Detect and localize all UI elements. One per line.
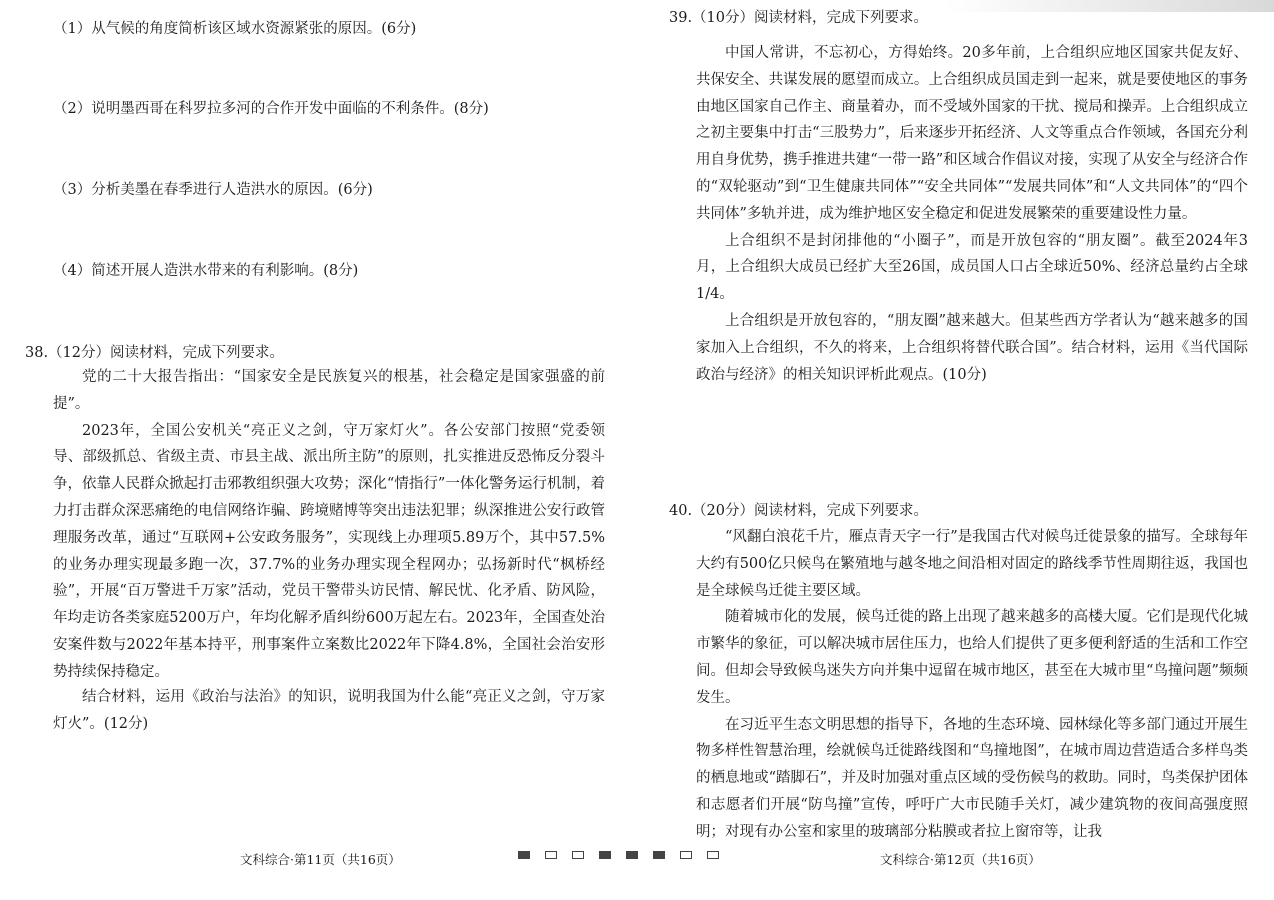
material-paragraph: 随着城市化的发展，候鸟迁徙的路上出现了越来越多的高楼大厦。它们是现代化城市繁华的象征，可以解决城市居住压力，也给人们提供了更多便利舒适的生活和工作空间。但却会导致候鸟迷失方向并集中逗留在城市地区，甚至在大城市里“鸟撞问题”频频发生。 [696,609,1248,706]
page-nav-dot[interactable] [599,851,611,859]
page-nav-dot[interactable] [626,851,638,859]
sub-question-4: （4）简述开展人造洪水带来的有利影响。(8分) [53,263,359,279]
page-navigation [518,851,719,859]
page-nav-dot[interactable] [707,851,719,859]
page-nav-dot[interactable] [572,851,584,859]
page-footer: 文科综合·第11页（共16页） [240,852,401,867]
material-paragraph: 上合组织是开放包容的，“朋友圈”越来越大。但某些西方学者认为“越来越多的国家加入上合组织，不久的将来，上合组织将替代联合国”。结合材料，运用《当代国际政治与经济》的相关知识评析此观点。(10分) [696,312,1248,383]
question-38-prompt: 结合材料，运用《政治与法治》的知识，说明我国为什么能“亮正义之剑，守万家灯火”。(12分) [53,689,605,732]
question-39-header: 39.（10分）阅读材料，完成下列要求。 [669,10,929,26]
question-38-material [53,364,605,686]
page-nav-dot[interactable] [653,851,665,859]
material-paragraph: 上合组织不是封闭排他的“小圈子”，而是开放包容的“朋友圈”。截至2024年3月，上合组织大成员已经扩大至26国，成员国人口占全球近50%、经济总量约占全球1/4。 [696,232,1248,303]
material-paragraph: 中国人常讲，不忘初心，方得始终。20多年前，上合组织应地区国家共促友好、共保安全、共谋发展的愿望而成立。上合组织成员国走到一起来，就是要使地区的事务由地区国家自己作主、商量着办，而不受域外国家的干扰、搅局和操弄。上合组织成立之初主要集中打击“三股势力”，后来逐步开拓经济、人文等重点合作领域，各国充分利用自身优势，携手推进共建“一带一路”和区域合作倡议对接，实现了从安全与经济合作的“双轮驱动”到“卫生健康共同体”“安全共同体”“发展共同体”和“人文共同体”的“四个共同体”多轨并进，成为维护地区安全稳定和促进发展繁荣的重要建设性力量。 [696,45,1248,222]
sub-question-2: （2）说明墨西哥在科罗拉多河的合作开发中面临的不利条件。(8分) [53,101,489,117]
question-38-header: 38.（12分）阅读材料，完成下列要求。 [25,345,285,361]
sub-question-1: （1）从气候的角度简析该区域水资源紧张的原因。(6分) [53,21,417,37]
material-paragraph: “风翻白浪花千片，雁点青天字一行”是我国古代对候鸟迁徙景象的描写。全球每年大约有500亿只候鸟在繁殖地与越冬地之间沿相对固定的路线季节性周期往返，我国也是全球候鸟迁徙主要区域。 [696,529,1248,599]
page-nav-dot[interactable] [545,851,557,859]
material-paragraph: 2023年，全国公安机关“亮正义之剑，守万家灯火”。各公安部门按照“党委领导、部级抓总、省级主责、市县主战、派出所主防”的原则，扎实推进反恐怖反分裂斗争，依靠人民群众掀起打击邪教组织强大攻势；深化“情指行”一体化警务运行机制，着力打击群众深恶痛绝的电信网络诈骗、跨境赌博等突出违法犯罪；纵深推进公安行政管理服务改革，通过“互联网+公安政务服务”，实现线上办理项5.89万个，其中57.5%的业务办理实现最多跑一次，37.7%的业务办理实现全程网办；弘扬新时代“枫桥经验”，开展“百万警进千万家”活动，党员干警带头访民情、解民忧、化矛盾、防风险，年均走访各类家庭5200万户，年均化解矛盾纠纷600万起左右。2023年，全国查处治安案件数与2022年基本持平，刑事案件立案数比2022年下降4.8%，全国社会治安形势持续保持稳定。 [53,422,605,680]
question-40-header: 40.（20分）阅读材料，完成下列要求。 [669,503,929,519]
question-40-material [696,524,1248,846]
material-paragraph: 在习近平生态文明思想的指导下，各地的生态环境、园林绿化等多部门通过开展生物多样性智慧治理，绘就候鸟迁徙路线图和“鸟撞地图”，在城市周边营造适合多样鸟类的栖息地或“踏脚石”，并及时加强对重点区域的受伤候鸟的救助。同时，鸟类保护团体和志愿者们开展“防鸟撞”宣传，呼吁广大市民随手关灯，减少建筑物的夜间高强度照明；对现有办公室和家里的玻璃部分粘膜或者拉上窗帘等，让我 [696,716,1248,840]
page-nav-dot[interactable] [680,851,692,859]
sub-question-3: （3）分析美墨在春季进行人造洪水的原因。(6分) [53,182,373,198]
material-paragraph: 党的二十大报告指出：“国家安全是民族复兴的根基，社会稳定是国家强盛的前提”。 [53,369,605,412]
page-nav-dot[interactable] [518,851,530,859]
page-footer: 文科综合·第12页（共16页） [880,852,1041,867]
page-12 [637,0,1274,900]
question-39-material [696,40,1248,388]
